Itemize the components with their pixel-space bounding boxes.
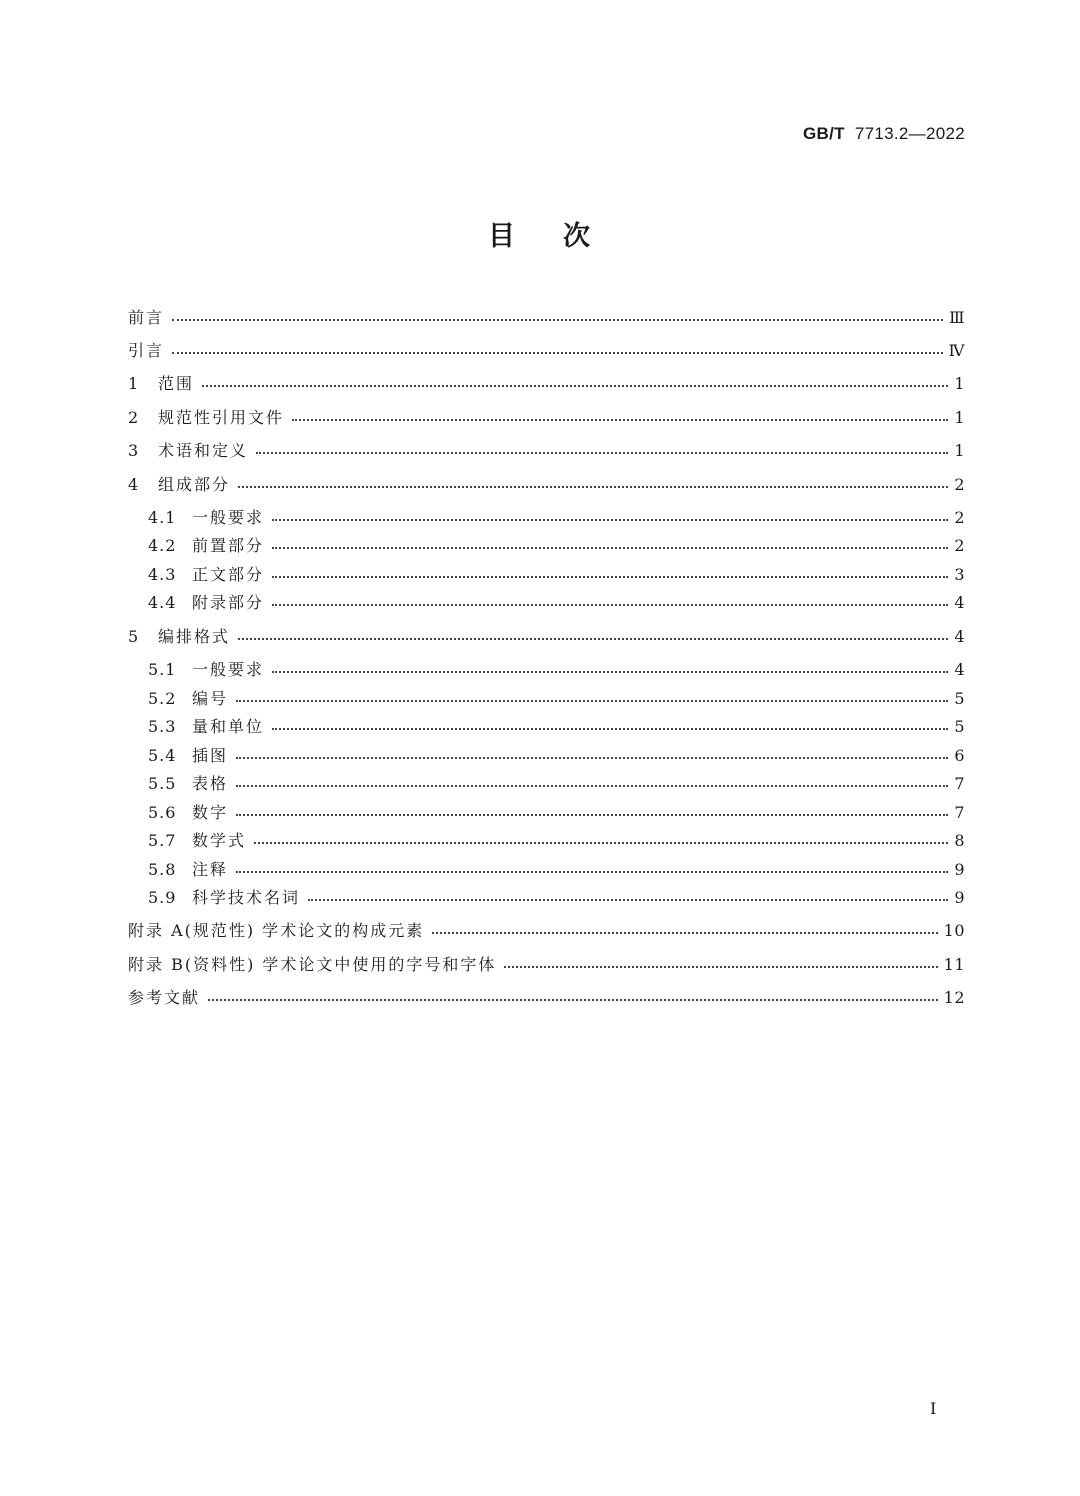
toc-number: 5.3 <box>148 717 177 736</box>
toc-number: 1 <box>128 374 140 393</box>
toc-number: 4.3 <box>148 565 177 584</box>
toc-number: 5.9 <box>148 888 177 907</box>
toc-number: 4.2 <box>148 536 177 555</box>
toc-page: 5 <box>954 717 965 736</box>
toc-entry-5-3[interactable] <box>148 716 965 738</box>
toc-number: 5.7 <box>148 831 177 850</box>
toc-page: Ⅲ <box>949 308 965 327</box>
toc-entry-5[interactable] <box>128 626 965 648</box>
dot-leader <box>308 899 948 901</box>
toc-label: 一般要求 <box>192 508 265 527</box>
toc-entry-references[interactable] <box>128 987 965 1009</box>
toc-page: 7 <box>954 774 965 793</box>
toc-label: 量和单位 <box>192 717 265 736</box>
toc-label: 数字 <box>192 803 229 822</box>
toc-entry-5-5[interactable] <box>148 773 965 795</box>
toc-number: 5.8 <box>148 860 177 879</box>
toc-number: 3 <box>128 441 140 460</box>
dot-leader <box>236 700 948 702</box>
dot-leader <box>432 932 937 934</box>
dot-leader <box>236 814 948 816</box>
toc-page: 12 <box>943 988 965 1007</box>
toc-label: 参考文献 <box>128 988 201 1007</box>
dot-leader <box>236 757 948 759</box>
toc-page: 3 <box>954 565 965 584</box>
dot-leader <box>272 519 948 521</box>
toc-page: 4 <box>954 593 965 612</box>
toc-number: 4.4 <box>148 593 177 612</box>
toc-page: 9 <box>954 860 965 879</box>
footer-page-number: I <box>930 1399 937 1418</box>
toc-label: 前言 <box>128 308 165 327</box>
toc-label: 规范性引用文件 <box>158 408 285 427</box>
dot-leader <box>256 452 948 454</box>
dot-leader <box>272 604 948 606</box>
toc-entry-4-1[interactable] <box>148 507 965 529</box>
dot-leader <box>272 671 948 673</box>
toc-page: 2 <box>954 475 965 494</box>
toc-page: 4 <box>954 627 965 646</box>
toc-label: 组成部分 <box>158 475 231 494</box>
toc-page: 4 <box>954 660 965 679</box>
toc-number: 5.4 <box>148 746 177 765</box>
toc-page: 2 <box>954 536 965 555</box>
toc-number: 5.1 <box>148 660 177 679</box>
toc-entry-5-1[interactable] <box>148 659 965 681</box>
dot-leader <box>202 385 948 387</box>
dot-leader <box>504 966 937 968</box>
dot-leader <box>172 319 943 321</box>
toc-entry-5-2[interactable] <box>148 688 965 710</box>
toc-label: 表格 <box>192 774 229 793</box>
toc-entry-appendix-a[interactable] <box>128 920 965 942</box>
dot-leader <box>272 728 948 730</box>
toc-label: 注释 <box>192 860 229 879</box>
toc-number: 4 <box>128 475 140 494</box>
toc-label: 一般要求 <box>192 660 265 679</box>
toc-entry-4-2[interactable] <box>148 535 965 557</box>
dot-leader <box>172 352 943 354</box>
toc-label: 编排格式 <box>158 627 231 646</box>
toc-title-left: 目 <box>488 221 517 252</box>
toc-entry-4-3[interactable] <box>148 564 965 586</box>
dot-leader <box>238 638 948 640</box>
toc-number: 5.5 <box>148 774 177 793</box>
toc-title <box>0 214 1080 253</box>
standard-code <box>803 124 965 144</box>
toc-entry-5-4[interactable] <box>148 745 965 767</box>
toc-label: 术语和定义 <box>158 441 249 460</box>
toc-page: 6 <box>954 746 965 765</box>
toc-page: Ⅳ <box>948 341 965 360</box>
toc-label: 科学技术名词 <box>192 888 301 907</box>
toc-number: 4.1 <box>148 508 177 527</box>
toc-page: 11 <box>943 955 965 974</box>
toc-entry-5-7[interactable] <box>148 830 965 852</box>
toc-page: 7 <box>954 803 965 822</box>
toc-number: 5 <box>128 627 140 646</box>
toc-label: 数学式 <box>192 831 247 850</box>
dot-leader <box>272 547 948 549</box>
toc-title-right: 次 <box>563 221 592 252</box>
dot-leader <box>236 871 948 873</box>
toc-entry-introduction[interactable] <box>128 340 965 362</box>
toc-entry-1[interactable] <box>128 373 965 395</box>
dot-leader <box>272 576 948 578</box>
toc-label: 前置部分 <box>192 536 265 555</box>
dot-leader <box>254 842 948 844</box>
dot-leader <box>238 486 948 488</box>
toc-number: 5.2 <box>148 689 177 708</box>
toc-label: 附录部分 <box>192 593 265 612</box>
toc-page: 1 <box>954 408 965 427</box>
toc-page: 1 <box>954 441 965 460</box>
toc-entry-3[interactable] <box>128 440 965 462</box>
dot-leader <box>208 999 938 1001</box>
toc-label: 引言 <box>128 341 165 360</box>
toc-entry-foreword[interactable] <box>128 307 965 329</box>
dot-leader <box>292 419 948 421</box>
toc-entry-4[interactable] <box>128 474 965 496</box>
toc-label: 附录 A(规范性) 学术论文的构成元素 <box>128 921 425 940</box>
toc-page: 8 <box>954 831 965 850</box>
toc-page: 9 <box>954 888 965 907</box>
toc-page: 5 <box>954 689 965 708</box>
toc-page: 10 <box>943 921 965 940</box>
toc-entry-4-4[interactable] <box>148 592 965 614</box>
toc-label: 正文部分 <box>192 565 265 584</box>
toc-page: 2 <box>954 508 965 527</box>
toc-label: 编号 <box>192 689 229 708</box>
toc-number: 2 <box>128 408 140 427</box>
dot-leader <box>236 785 948 787</box>
toc-label: 附录 B(资料性) 学术论文中使用的字号和字体 <box>128 955 497 974</box>
standard-number: 7713.2—2022 <box>854 124 965 143</box>
toc-label: 范围 <box>158 374 195 393</box>
toc-entry-5-8[interactable] <box>148 859 965 881</box>
toc-number: 5.6 <box>148 803 177 822</box>
toc-entry-5-6[interactable] <box>148 802 965 824</box>
toc-entry-2[interactable] <box>128 407 965 429</box>
toc-entry-appendix-b[interactable] <box>128 954 965 976</box>
toc-entry-5-9[interactable] <box>148 887 965 909</box>
standard-prefix: GB/T <box>803 124 845 143</box>
toc-page: 1 <box>954 374 965 393</box>
toc-label: 插图 <box>192 746 229 765</box>
